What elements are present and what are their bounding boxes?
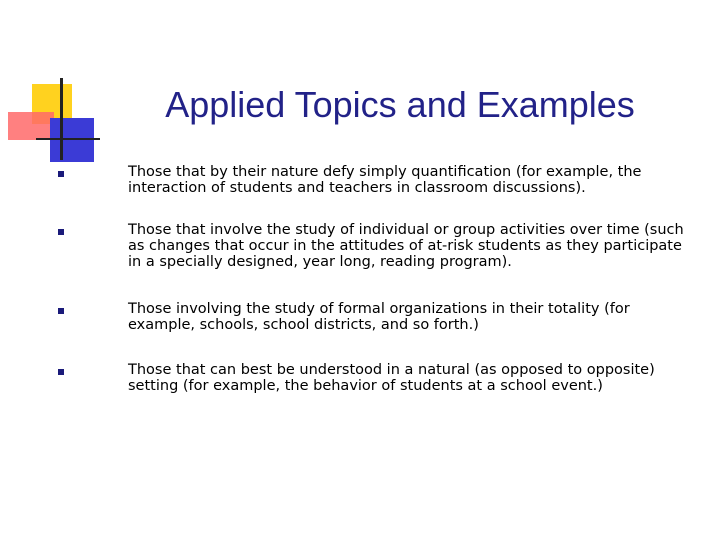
decorative-squares-logo-icon	[8, 78, 100, 162]
square-bullet-icon	[58, 229, 64, 235]
slide-title: Applied Topics and Examples	[165, 84, 635, 125]
square-bullet-icon	[58, 171, 64, 177]
logo-vertical-line	[60, 78, 63, 160]
bullet-text: Those involving the study of formal organizations in their totality (for example, schools, school districts, and so forth.)	[128, 301, 630, 333]
bullet-text: Those that can best be understood in a natural (as opposed to opposite) setting (for example, the behavior of students at a school event.)	[128, 362, 655, 394]
square-bullet-icon	[58, 308, 64, 314]
logo-red-square	[8, 112, 54, 140]
bullet-text: Those that involve the study of individual or group activities over time (such as changes that occur in the attitudes of at-risk students as they participate in a specially designed, year long, reading program).	[128, 222, 684, 270]
bullet-text: Those that by their nature defy simply quantification (for example, the interaction of students and teachers in classroom discussions).	[128, 164, 642, 196]
square-bullet-icon	[58, 369, 64, 375]
logo-blue-square	[50, 118, 94, 162]
logo-horizontal-line	[36, 138, 100, 140]
